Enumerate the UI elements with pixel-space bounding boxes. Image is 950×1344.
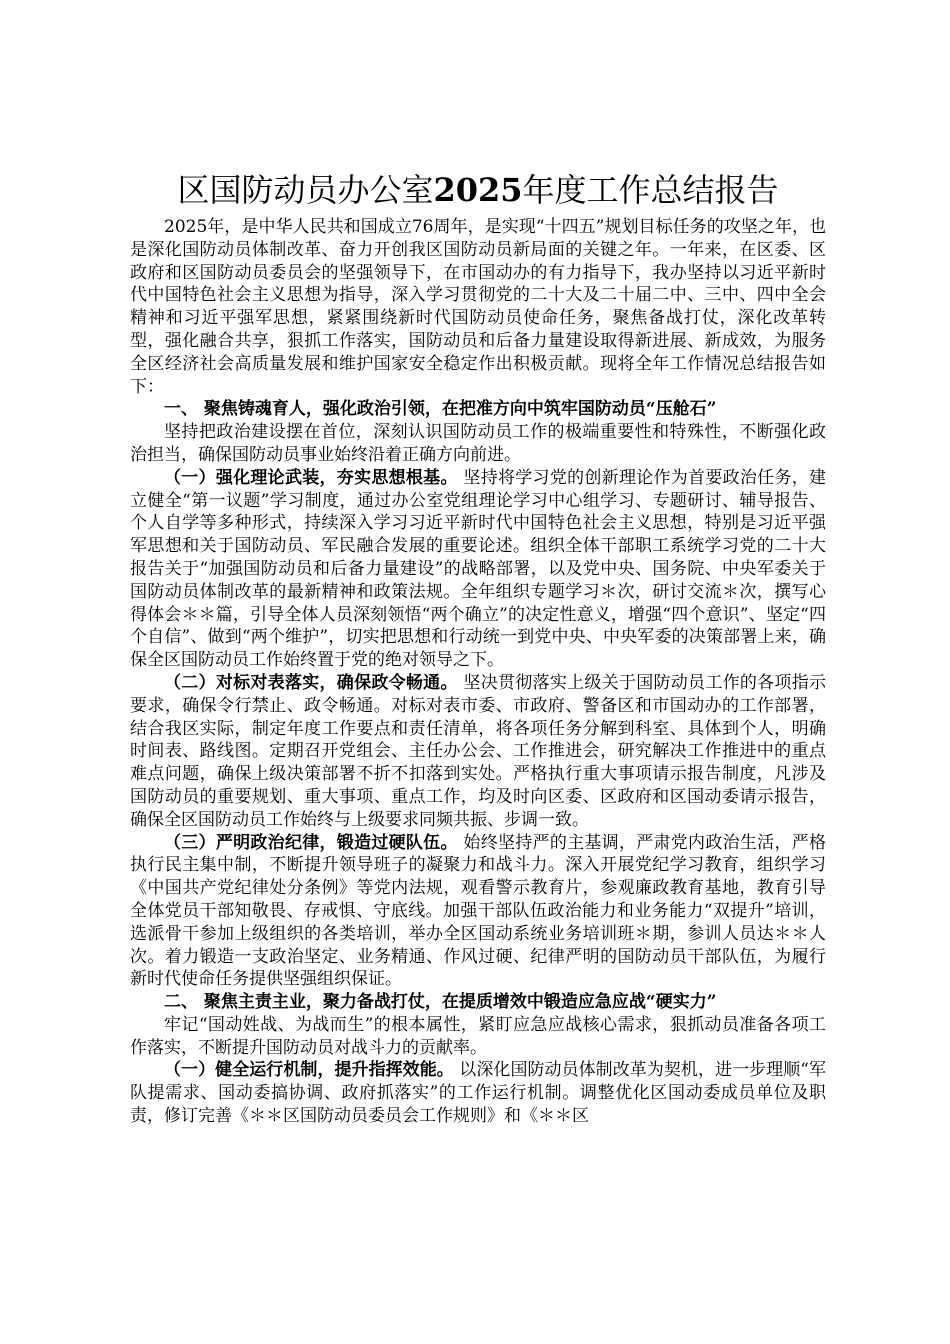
section-1-item-1-body: 坚持将学习党的创新理论作为首要政治任务，建立健全“第一议题”学习制度，通过办公室党组理论学习中心组学习、专题研讨、辅导报告、个人自学等多种形式，持续深入学习习近平新时代中国特色社会主义思想，特别是习近平强军思想和关于国防动员、军民融合发展的重要论述。组织全体干部职工系统学习党的二十大报告关于“加强国防动员和后备力量建设”的战略部署，以及党中央、国务院、中央军委关于国防动员体制改革的最新精神和政策法规。全年组织专题学习＊次，研讨交流＊次，撰写心得体会＊＊篇，引导全体人员深刻领悟“两个确立”的决定性意义，增强“四个意识”、坚定“四个自信”、做到“两个维护”，切实把思想和行动统一到党中央、中央军委的决策部署上来，确保全区国防动员工作始终置于党的绝对领导之下。 [130, 467, 827, 671]
title-part-1: 区国防动员办公室 [177, 171, 434, 209]
section-1-item-2 [130, 672, 826, 832]
section-2-item-1-body: 以深化国防动员体制改革为契机，进一步理顺“军队提需求、国动委搞协调、政府抓落实”的工作运行机制。调整优化区国动委成员单位及职责，修订完善《＊＊区国防动员委员会工作规则》和《＊＊区 [130, 1060, 827, 1127]
document-title [130, 168, 826, 212]
section-1-item-2-heading: （二）对标对表落实，确保政令畅通。 [164, 672, 458, 693]
section-1-heading: 一、 聚焦铸魂育人，强化政治引领，在把准方向中筑牢国防动员“压舱石” [164, 399, 717, 420]
document-page [130, 168, 826, 1128]
title-year: 2025 [433, 171, 523, 209]
section-1-item-2-body: 坚决贯彻落实上级关于国防动员工作的各项指示要求，确保令行禁止、政令畅通。对标对表市委、市政府、警备区和市国动办的工作部署，结合我区实际，制定年度工作要点和责任清单，将各项任务分解到科室、具体到个人，明确时间表、路线图。定期召开党组会、主任办公会、工作推进会，研究解决工作推进中的重点难点问题，确保上级决策部署不折不扣落到实处。严格执行重大事项请示报告制度，凡涉及国防动员的重要规划、重大事项、重点工作，均及时向区委、区政府和区国动委请示报告，确保全区国防动员工作始终与上级要求同频共振、步调一致。 [130, 672, 827, 830]
section-2-lead: 牢记“国动姓战、为战而生”的根本属性，紧盯应急应战核心需求，狠抓动员准备各项工作落实，不断提升国防动员对战斗力的贡献率。 [130, 1014, 826, 1058]
intro-paragraph: 2025年，是中华人民共和国成立76周年，是实现“十四五”规划目标任务的攻坚之年，也是深化国防动员体制改革、奋力开创我区国防动员新局面的关键之年。一年来，在区委、区政府和区国防动员委员会的坚强领导下，在市国动办的有力指导下，我办坚持以习近平新时代中国特色社会主义思想为指导，深入学习贯彻党的二十大及二十届二中、三中、四中全会精神和习近平强军思想，紧紧围绕新时代国防动员使命任务，聚焦备战打仗，深化改革转型，强化融合共享，狠抓工作落实，国防动员和后备力量建设取得新进展、新成效，为服务全区经济社会高质量发展和维护国家安全稳定作出积极贡献。现将全年工作情况总结报告如下： [130, 217, 826, 397]
section-2-heading: 二、 聚焦主责主业，聚力备战打仗，在提质增效中锻造应急应战“硬实力” [164, 992, 717, 1013]
section-1-item-3-body: 始终坚持严的主基调，严肃党内政治生活，严格执行民主集中制，不断提升领导班子的凝聚力和战斗力。深入开展党纪学习教育，组织学习《中国共产党纪律处分条例》等党内法规，观看警示教育片，参观廉政教育基地，教育引导全体党员干部知敬畏、存戒惧、守底线。加强干部队伍政治能力和业务能力“双提升”培训，选派骨干参加上级组织的各类培训，举办全区国动系统业务培训班＊期，参训人员达＊＊人次。着力锻造一支政治坚定、业务精通、作风过硬、纪律严明的国防动员干部队伍，为履行新时代使命任务提供坚强组织保证。 [130, 832, 827, 990]
section-2-item-1 [130, 1059, 826, 1127]
title-part-2: 年度工作总结报告 [522, 171, 779, 209]
section-1-item-3 [130, 832, 826, 992]
section-1-lead: 坚持把政治建设摆在首位，深刻认识国防动员工作的极端重要性和特殊性，不断强化政治担当，确保国防动员事业始终沿着正确方向前进。 [130, 422, 826, 465]
section-2-item-1-heading: （一）健全运行机制，提升指挥效能。 [164, 1060, 454, 1081]
section-1-item-3-heading: （三）严明政治纪律，锻造过硬队伍。 [164, 832, 458, 853]
section-1-item-1 [130, 467, 826, 672]
section-1-item-1-heading: （一）强化理论武装，夯实思想根基。 [164, 467, 458, 488]
